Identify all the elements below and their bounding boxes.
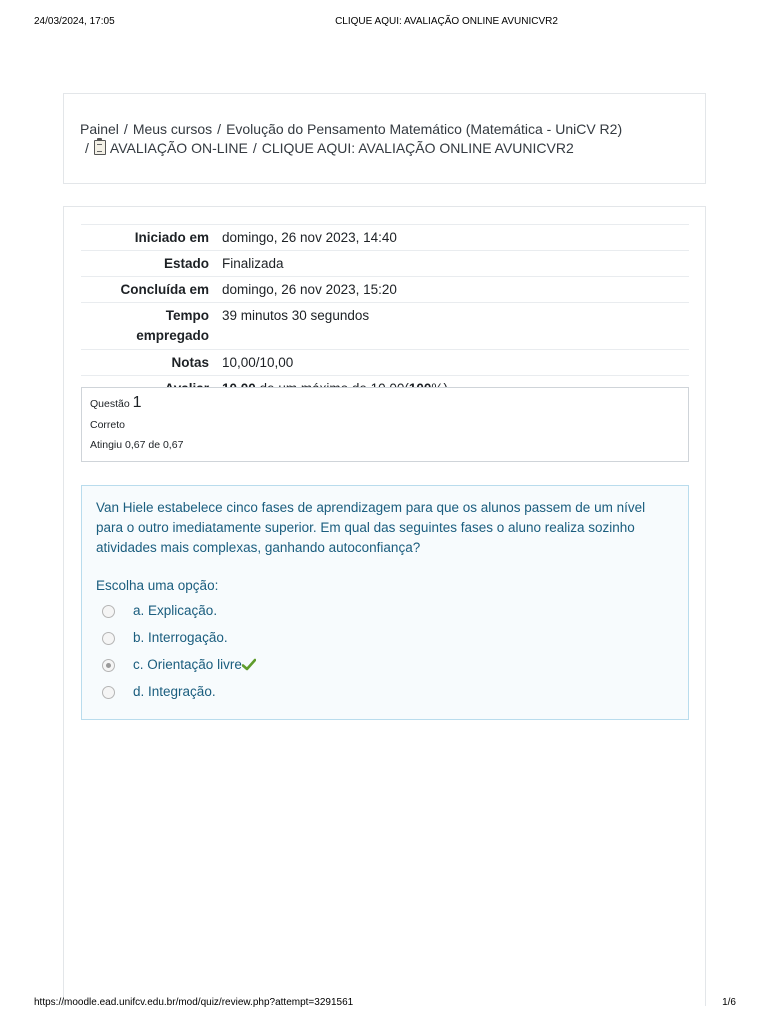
summary-value: domingo, 26 nov 2023, 15:20 [222, 282, 397, 297]
question-info-box [81, 387, 689, 462]
breadcrumb-row-2 [80, 139, 689, 158]
question-number [90, 394, 680, 413]
breadcrumb [63, 93, 706, 184]
summary-label: Tempo empregado [136, 308, 209, 343]
summary-label: Concluída em [120, 282, 209, 297]
summary-label: Iniciado em [134, 230, 209, 245]
summary-row [81, 251, 689, 277]
radio-button[interactable] [102, 686, 115, 699]
question-text: Van Hiele estabelece cinco fases de aprendizagem para que os alunos passem de um nível para o outro imediatamente superior. Em qual das seguintes fases o aluno realiza sozinho atividades mais complexas, ganhando autoconfiança? [96, 500, 646, 555]
breadcrumb-item-course[interactable]: Evolução do Pensamento Matemático (Matemática - UniCV R2) [226, 121, 623, 137]
answer-prompt: Escolha uma opção: [96, 578, 219, 593]
answer-label: Interrogação. [148, 630, 228, 645]
summary-row [81, 303, 689, 350]
breadcrumb-separator: / [252, 140, 257, 156]
summary-value: 10,00/10,00 [222, 355, 294, 370]
question-number-value: 1 [132, 394, 142, 411]
radio-button[interactable] [102, 605, 115, 618]
print-footer [0, 997, 768, 1011]
radio-button-selected[interactable] [102, 659, 115, 672]
answer-list [96, 598, 674, 706]
answer-letter: d. [133, 684, 145, 699]
summary-value: Finalizada [222, 256, 284, 271]
quiz-review-card [63, 206, 706, 1006]
print-datetime: 24/03/2024, 17:05 [34, 16, 115, 27]
print-title: CLIQUE AQUI: AVALIAÇÃO ONLINE AVUNICVR2 [335, 16, 558, 27]
summary-label: Estado [163, 256, 209, 271]
answer-option-d[interactable] [96, 679, 674, 706]
breadcrumb-separator: / [123, 121, 128, 137]
breadcrumb-row-1 [80, 120, 689, 139]
answer-option-b[interactable] [96, 625, 674, 652]
answer-letter: b. [133, 630, 145, 645]
attempt-summary-table [81, 224, 689, 401]
print-header [0, 16, 768, 30]
radio-button[interactable] [102, 632, 115, 645]
breadcrumb-item-section[interactable]: AVALIAÇÃO ON-LINE [109, 140, 248, 156]
summary-row [81, 277, 689, 303]
breadcrumb-item-painel[interactable]: Painel [80, 121, 119, 137]
breadcrumb-item-meus-cursos[interactable]: Meus cursos [132, 121, 213, 137]
answer-option-a[interactable] [96, 598, 674, 625]
answer-label: Integração. [148, 684, 216, 699]
breadcrumb-item-quiz[interactable]: CLIQUE AQUI: AVALIAÇÃO ONLINE AVUNICVR2 [261, 140, 574, 156]
question-status: Correto [90, 419, 126, 431]
summary-value: domingo, 26 nov 2023, 14:40 [222, 230, 397, 245]
breadcrumb-separator: / [217, 121, 222, 137]
question-mark: Atingiu 0,67 de 0,67 [90, 439, 184, 451]
answer-letter: c. [133, 657, 144, 672]
page-number: 1/6 [722, 997, 736, 1008]
question-number-label: Questão [90, 398, 130, 410]
summary-row [81, 350, 689, 376]
answer-letter: a. [133, 603, 145, 618]
answer-label: Orientação livre [147, 657, 242, 672]
page-url: https://moodle.ead.unifcv.edu.br/mod/quiz/review.php?attempt=3291561 [34, 997, 354, 1008]
answer-option-c[interactable] [96, 652, 674, 679]
clipboard-icon [94, 140, 106, 155]
correct-check-icon [242, 658, 256, 671]
breadcrumb-separator: / [85, 140, 89, 156]
question-content [81, 485, 689, 720]
summary-label: Notas [171, 355, 209, 370]
summary-row [81, 225, 689, 251]
answer-label: Explicação. [148, 603, 218, 618]
summary-value: 39 minutos 30 segundos [222, 308, 370, 323]
